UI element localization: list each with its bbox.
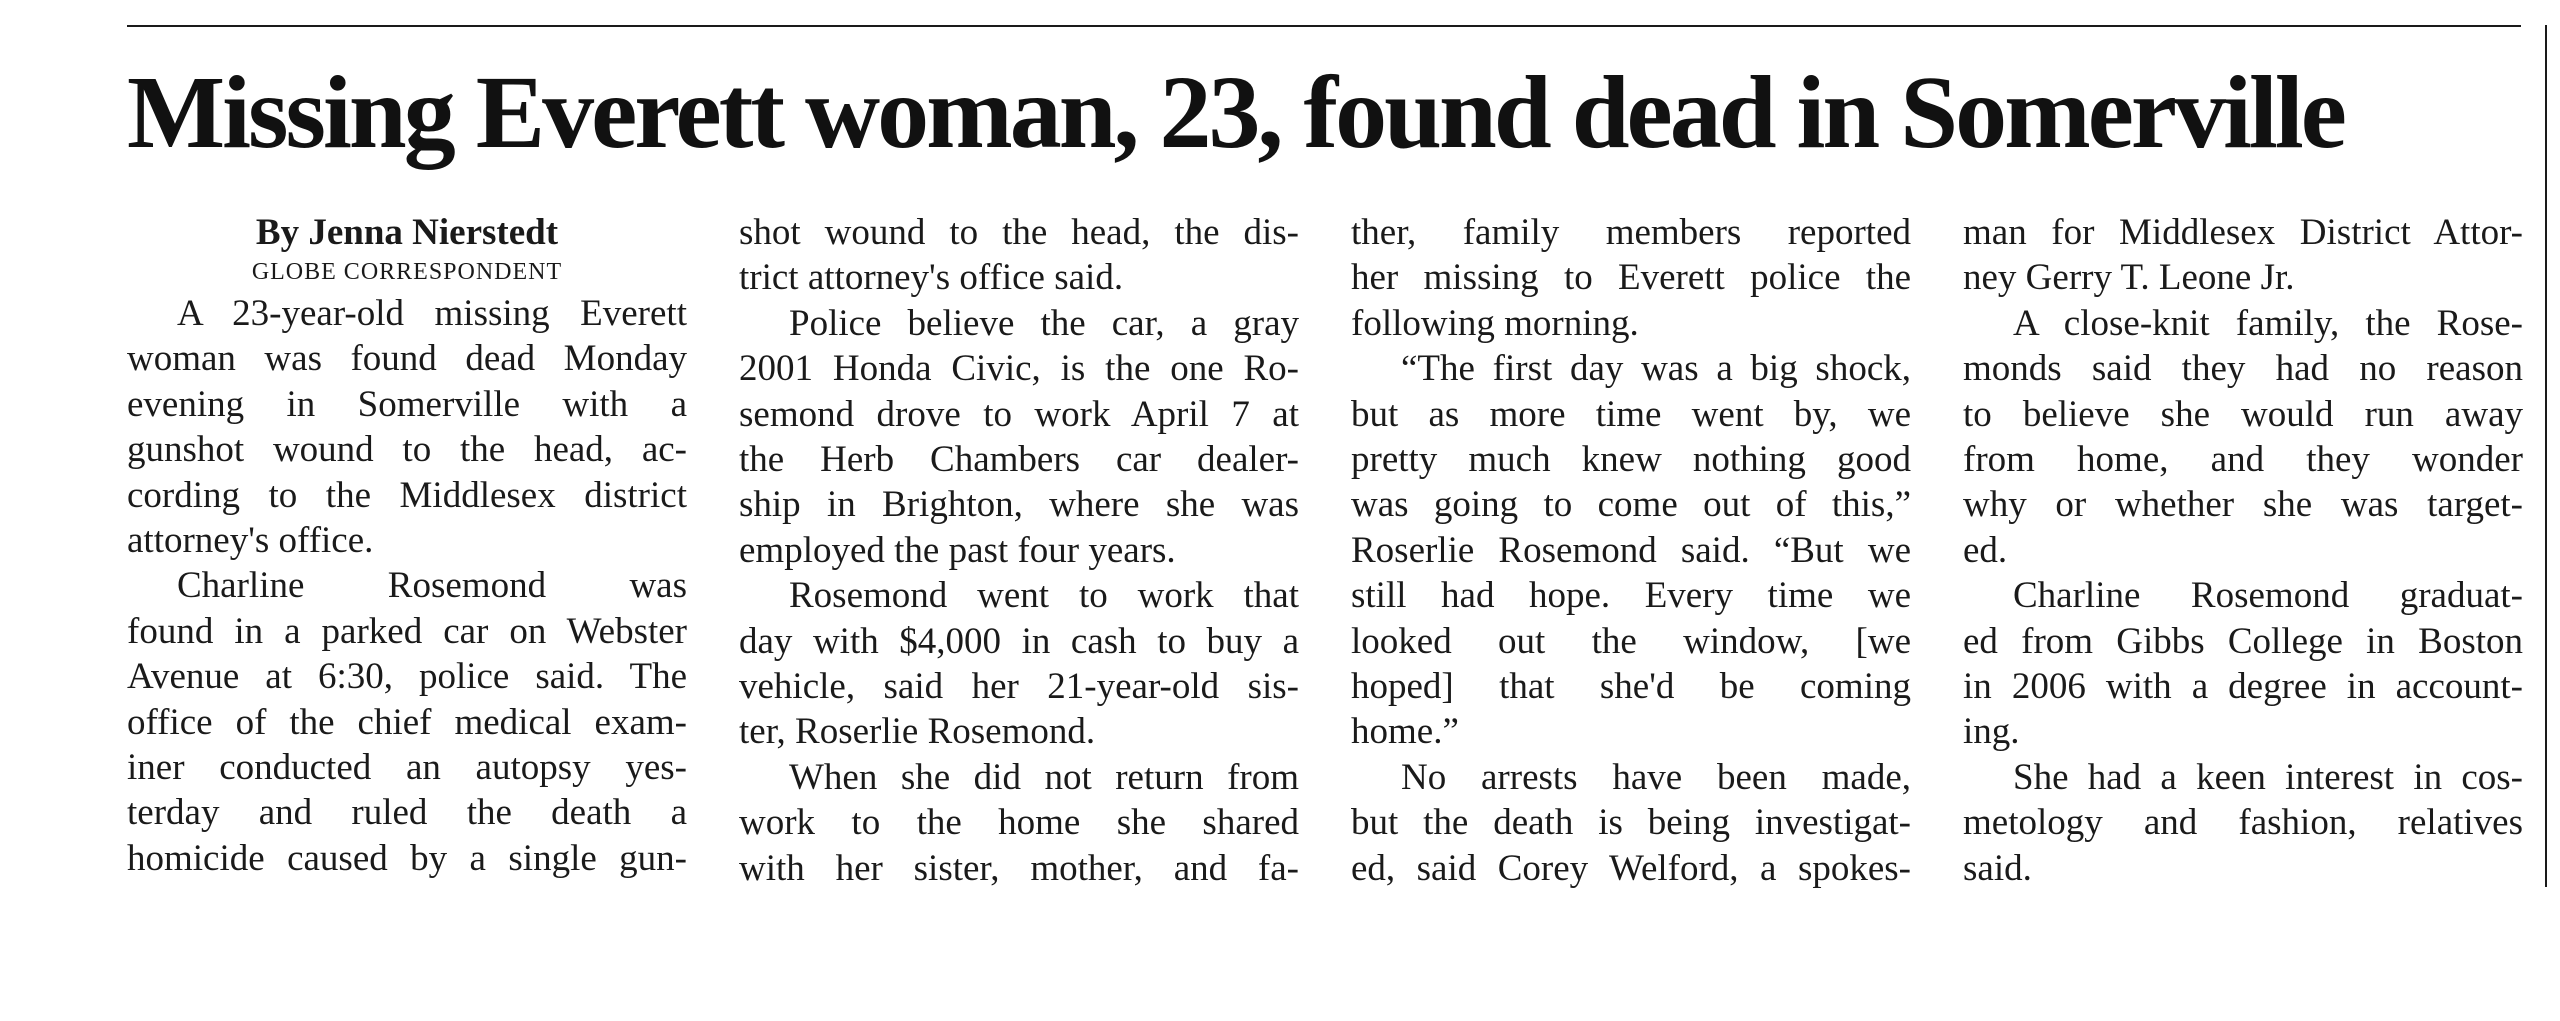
column-rule-right	[2545, 25, 2547, 887]
top-rule	[127, 25, 2521, 27]
text-line: Rosemond went to work that	[789, 575, 1299, 617]
text-line: woman was found dead Monday	[127, 338, 687, 380]
byline-author: By Jenna Nierstedt	[255, 212, 559, 253]
text-line: “The first day was a big shock,	[1401, 348, 1911, 390]
paragraph-4	[739, 573, 1299, 755]
text-line: pretty much knew nothing good	[1351, 439, 1911, 481]
text-line: 2001 Honda Civic, is the one Ro-	[739, 348, 1299, 390]
text-line: Avenue at 6:30, police said. The	[127, 656, 687, 698]
paragraph-6	[1351, 346, 1911, 755]
text-line: attorney's office.	[127, 520, 374, 562]
text-line: employed the past four years.	[739, 529, 1176, 571]
text-line: in 2006 with a degree in account-	[1963, 666, 2523, 708]
text-line: ing.	[1963, 711, 2020, 753]
text-line: semond drove to work April 7 at	[739, 393, 1299, 435]
text-line: shot wound to the head, the dis-	[739, 212, 1299, 253]
text-line: following morning.	[1351, 302, 1639, 344]
text-line: Charline Rosemond graduat-	[2013, 575, 2523, 617]
paragraph-1	[127, 291, 687, 563]
paragraph-3	[739, 301, 1299, 573]
text-line: home.”	[1351, 711, 1459, 753]
byline-title: GLOBE CORRESPONDENT	[251, 259, 563, 285]
text-line: ed.	[1963, 529, 2008, 571]
text-line: but as more time went by, we	[1351, 393, 1911, 435]
text-line: ther, family members reported	[1351, 212, 1911, 253]
text-line: metology and fashion, relatives	[1963, 802, 2523, 844]
text-line: said.	[1963, 847, 2032, 889]
text-line: from home, and they wonder	[1963, 439, 2523, 481]
text-line: A 23-year-old missing Everett	[177, 293, 687, 334]
text-line: vehicle, said her 21-year-old sis-	[739, 666, 1299, 708]
text-line: was going to come out of this,”	[1351, 484, 1911, 526]
text-line: evening in Somerville with a	[127, 383, 687, 425]
paragraph-2-cont	[739, 210, 1299, 301]
text-line: ed, said Corey Welford, a spokes-	[1351, 847, 1911, 889]
text-line: ed from Gibbs College in Boston	[1963, 620, 2523, 662]
text-line: hoped] that she'd be coming	[1351, 666, 1911, 708]
text-line: ship in Brighton, where she was	[739, 484, 1299, 526]
text-line: terday and ruled the death a	[127, 792, 687, 834]
text-line: work to the home she shared	[739, 802, 1299, 844]
text-line: why or whether she was target-	[1963, 484, 2523, 526]
paragraph-5	[739, 755, 1299, 891]
paragraph-7	[1351, 755, 1911, 891]
article-column-3	[1351, 210, 1911, 891]
text-line: day with $4,000 in cash to buy a	[739, 620, 1299, 662]
text-line: to believe she would run away	[1963, 393, 2523, 435]
text-line: iner conducted an autopsy yes-	[127, 747, 687, 789]
text-line: gunshot wound to the head, ac-	[127, 429, 687, 471]
text-line: No arrests have been made,	[1401, 756, 1911, 798]
text-line: looked out the window, [we	[1351, 620, 1911, 662]
text-line: monds said they had no reason	[1963, 348, 2523, 390]
text-line: cording to the Middlesex district	[127, 474, 687, 516]
paragraph-8	[1963, 301, 2523, 573]
text-line: with her sister, mother, and fa-	[739, 847, 1299, 889]
text-line: Roserlie Rosemond said. “But we	[1351, 529, 1911, 571]
paragraph-7-cont	[1963, 210, 2523, 301]
article-column-4	[1963, 210, 2523, 891]
text-line: Charline Rosemond was	[177, 565, 687, 607]
text-line: man for Middlesex District Attor-	[1963, 212, 2523, 253]
article-column-1	[127, 210, 687, 881]
text-line: ney Gerry T. Leone Jr.	[1963, 257, 2295, 299]
paragraph-5-cont	[1351, 210, 1911, 346]
text-line: still had hope. Every time we	[1351, 575, 1911, 617]
paragraph-10	[1963, 755, 2523, 891]
text-line: office of the chief medical exam-	[127, 701, 687, 743]
text-line: her missing to Everett police the	[1351, 257, 1911, 299]
text-line: the Herb Chambers car dealer-	[739, 439, 1299, 481]
headline: Missing Everett woman, 23, found dead in Somerville	[127, 55, 2344, 170]
text-line: homicide caused by a single gun-	[127, 837, 687, 879]
text-line: trict attorney's office said.	[739, 257, 1124, 299]
text-line: A close-knit family, the Rose-	[2013, 302, 2523, 344]
text-line: but the death is being investigat-	[1351, 802, 1911, 844]
text-line: found in a parked car on Webster	[127, 610, 687, 652]
paragraph-2	[127, 563, 687, 881]
text-line: When she did not return from	[789, 756, 1299, 798]
article-column-2	[739, 210, 1299, 891]
text-line: She had a keen interest in cos-	[2013, 756, 2523, 798]
text-line: ter, Roserlie Rosemond.	[739, 711, 1096, 753]
text-line: Police believe the car, a gray	[789, 302, 1299, 344]
paragraph-9	[1963, 573, 2523, 755]
